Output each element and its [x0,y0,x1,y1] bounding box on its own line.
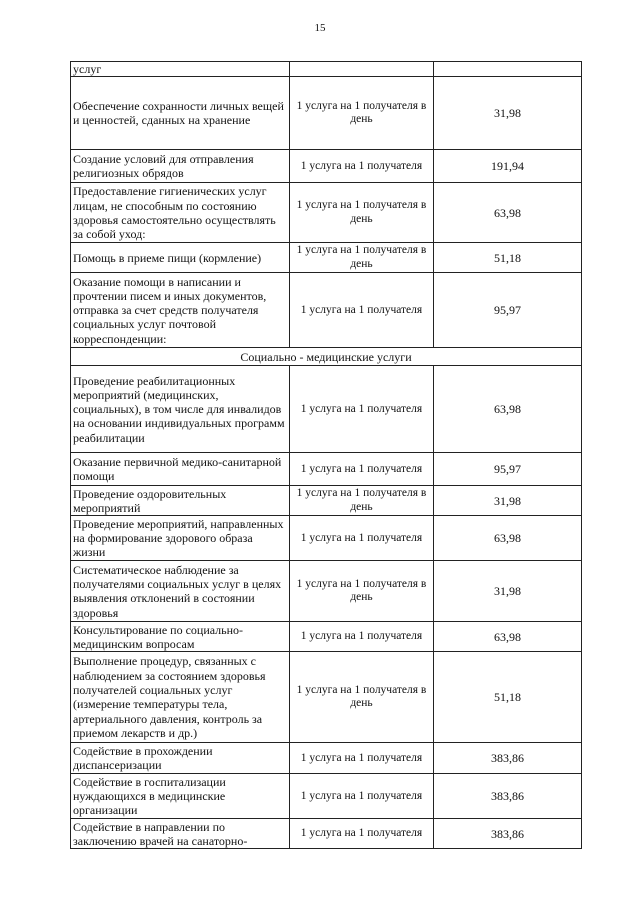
table-row [71,652,582,743]
table-section-row [71,348,582,366]
service-unit: 1 услуга на 1 получателя в день [290,183,434,243]
service-unit: 1 услуга на 1 получателя [290,622,434,652]
service-price: 63,98 [434,622,582,652]
service-unit: 1 услуга на 1 получателя [290,453,434,486]
table-row [71,243,582,273]
service-unit: 1 услуга на 1 получателя [290,273,434,348]
service-name: Содействие в госпитализации нуждающихся в медицинские организации [71,774,290,819]
service-unit: 1 услуга на 1 получателя в день [290,243,434,273]
service-price: 383,86 [434,774,582,819]
service-price: 191,94 [434,150,582,183]
service-price: 383,86 [434,743,582,774]
service-name: Проведение реабилитационных мероприятий (медицинских, социальных), в том числе для инвалидов на основании индивидуальных программ реабилитации [71,366,290,453]
service-unit: 1 услуга на 1 получателя в день [290,652,434,743]
service-unit: 1 услуга на 1 получателя в день [290,561,434,622]
table-row [71,273,582,348]
service-unit: 1 услуга на 1 получателя [290,774,434,819]
service-unit: 1 услуга на 1 получателя [290,366,434,453]
table-row [71,819,582,849]
service-name: Оказание помощи в написании и прочтении писем и иных документов, отправка за счет средств получателя социальных услуг почтовой корреспонденции: [71,273,290,348]
service-name: Выполнение процедур, связанных с наблюдением за состоянием здоровья получателей социальных услуг (измерение температуры тела, артериального давления, контроль за приемом лекарств и др.) [71,652,290,743]
page-number: 15 [314,22,326,34]
service-name: Оказание первичной медико-санитарной помощи [71,453,290,486]
table-row [71,516,582,561]
service-unit: 1 услуга на 1 получателя в день [290,486,434,516]
service-price: 63,98 [434,183,582,243]
service-unit: 1 услуга на 1 получателя в день [290,77,434,150]
service-name: Содействие в направлении по заключению врачей на санаторно- [71,819,290,849]
services-table-body [71,62,582,849]
service-name: услуг [71,62,290,77]
service-name: Консультирование по социально-медицинским вопросам [71,622,290,652]
table-row [71,366,582,453]
service-unit: 1 услуга на 1 получателя [290,819,434,849]
service-name: Содействие в прохождении диспансеризации [71,743,290,774]
service-name: Обеспечение сохранности личных вещей и ценностей, сданных на хранение [71,77,290,150]
table-row [71,561,582,622]
service-name: Проведение оздоровительных мероприятий [71,486,290,516]
table-row [71,77,582,150]
service-price: 383,86 [434,819,582,849]
table-row [71,183,582,243]
service-price: 51,18 [434,243,582,273]
service-price: 63,98 [434,516,582,561]
service-price: 63,98 [434,366,582,453]
table-row [71,486,582,516]
service-unit [290,62,434,77]
service-price: 95,97 [434,453,582,486]
service-unit: 1 услуга на 1 получателя [290,743,434,774]
service-name: Помощь в приеме пищи (кормление) [71,243,290,273]
table-row [71,622,582,652]
service-price: 31,98 [434,77,582,150]
table-row [71,150,582,183]
table-row [71,453,582,486]
table-row [71,774,582,819]
service-price: 95,97 [434,273,582,348]
service-price: 51,18 [434,652,582,743]
table-row [71,62,582,77]
service-name: Проведение мероприятий, направленных на формирование здорового образа жизни [71,516,290,561]
service-name: Систематическое наблюдение за получателями социальных услуг в целях выявления отклонений в состоянии здоровья [71,561,290,622]
service-unit: 1 услуга на 1 получателя [290,516,434,561]
service-unit: 1 услуга на 1 получателя [290,150,434,183]
section-title: Социально - медицинские услуги [71,348,582,366]
service-name: Предоставление гигиенических услуг лицам, не способным по состоянию здоровья самостоятельно осуществлять за собой уход: [71,183,290,243]
table-row [71,743,582,774]
service-name: Создание условий для отправления религиозных обрядов [71,150,290,183]
service-price: 31,98 [434,561,582,622]
services-table [70,61,582,849]
service-price [434,62,582,77]
service-price: 31,98 [434,486,582,516]
